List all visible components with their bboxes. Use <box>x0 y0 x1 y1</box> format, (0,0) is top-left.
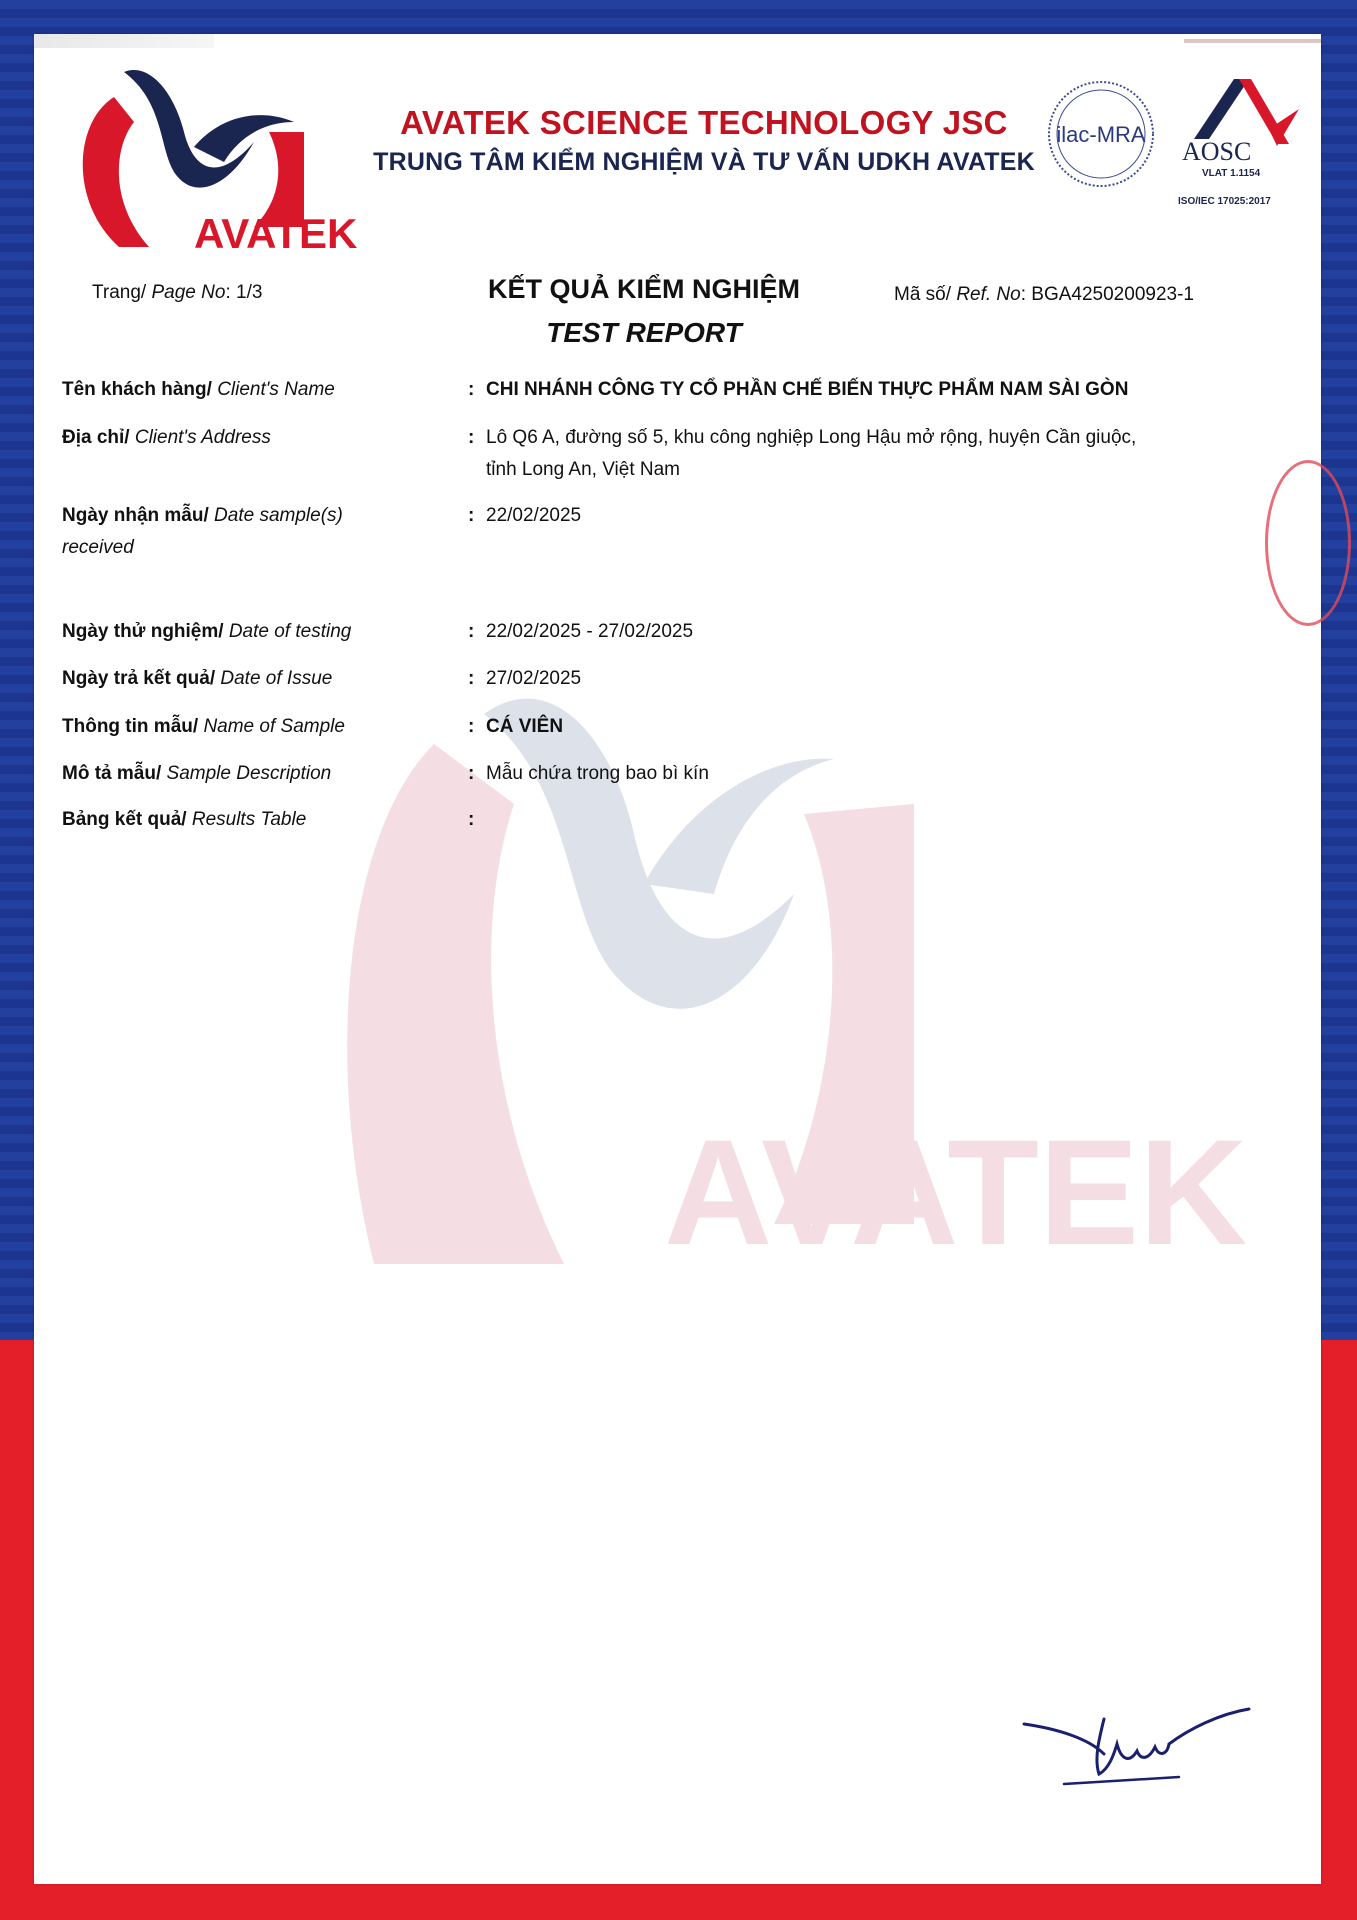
field-label: Thông tin mẫu/ Name of Sample <box>62 716 345 737</box>
field-value: CHI NHÁNH CÔNG TY CỔ PHẦN CHẾ BIẾN THỰC PHẨM NAM SÀI GÒN <box>486 379 1129 400</box>
address-line-1: Lô Q6 A, đường số 5, khu công nghiệp Long Hậu mở rộng, huyện Cần giuộc, <box>486 427 1137 448</box>
field-value: Mẫu chứa trong bao bì kín <box>486 763 709 784</box>
logo-text: AVATEK <box>194 210 358 257</box>
field-colon: : <box>468 668 475 689</box>
company-subtitle: TRUNG TÂM KIỂM NGHIỆM VÀ TƯ VẤN UDKH AVATEK <box>373 148 1035 176</box>
field-colon: : <box>468 716 475 737</box>
field-label: Mô tả mẫu/ Sample Description <box>62 763 332 784</box>
page-label-en: Page No <box>151 282 226 303</box>
field-value <box>486 422 1266 486</box>
company-name: AVATEK SCIENCE TECHNOLOGY JSC <box>400 104 1008 141</box>
page-value: : 1/3 <box>225 282 263 303</box>
signature <box>1019 1699 1259 1799</box>
field-colon: : <box>468 427 475 448</box>
ref-value: : BGA4250200923-1 <box>1020 284 1194 305</box>
aosc-vlat: VLAT 1.1154 <box>1202 168 1261 179</box>
aosc-iso: ISO/IEC 17025:2017 <box>1178 196 1271 207</box>
field-label: Ngày trả kết quả/ Date of Issue <box>62 668 333 689</box>
address-line-2: tỉnh Long An, Việt Nam <box>486 459 680 480</box>
field-value: 22/02/2025 - 27/02/2025 <box>486 621 694 642</box>
report-title-vi: KẾT QUẢ KIỂM NGHIỆM <box>487 274 800 304</box>
top-rule <box>1184 39 1321 43</box>
corner-smudge <box>34 34 214 48</box>
field-value: 22/02/2025 <box>486 505 582 526</box>
ilac-text: ilac-MRA <box>1056 122 1146 147</box>
ref-label-en: Ref. No <box>956 284 1021 305</box>
field-colon: : <box>468 809 475 830</box>
field-colon: : <box>468 505 475 526</box>
field-value: CÁ VIÊN <box>486 716 564 737</box>
field-label: Ngày thử nghiệm/ Date of testing <box>62 621 352 642</box>
page-number <box>92 282 262 304</box>
document-page <box>34 34 1321 1884</box>
watermark-text: AVATEK <box>664 1108 1248 1276</box>
field-colon: : <box>468 379 475 400</box>
reference-number <box>894 284 1194 306</box>
aosc-text: AOSC <box>1182 137 1252 166</box>
field-colon: : <box>468 763 475 784</box>
ilac-mra-badge <box>1045 78 1157 190</box>
ref-label-vi: Mã số/ <box>894 284 952 305</box>
avatek-logo <box>54 52 358 262</box>
field-colon: : <box>468 621 475 642</box>
field-label: Địa chỉ/ Client's Address <box>62 427 271 448</box>
field-label: Ngày nhận mẫu/ Date sample(s) received <box>62 505 343 558</box>
field-label: Tên khách hàng/ Client's Name <box>62 379 335 400</box>
field-value: 27/02/2025 <box>486 668 582 689</box>
stamp-edge <box>1265 460 1351 626</box>
page-label-vi: Trang/ <box>92 282 147 303</box>
report-title-en: TEST REPORT <box>546 317 742 348</box>
field-label: Bảng kết quả/ Results Table <box>62 809 307 830</box>
